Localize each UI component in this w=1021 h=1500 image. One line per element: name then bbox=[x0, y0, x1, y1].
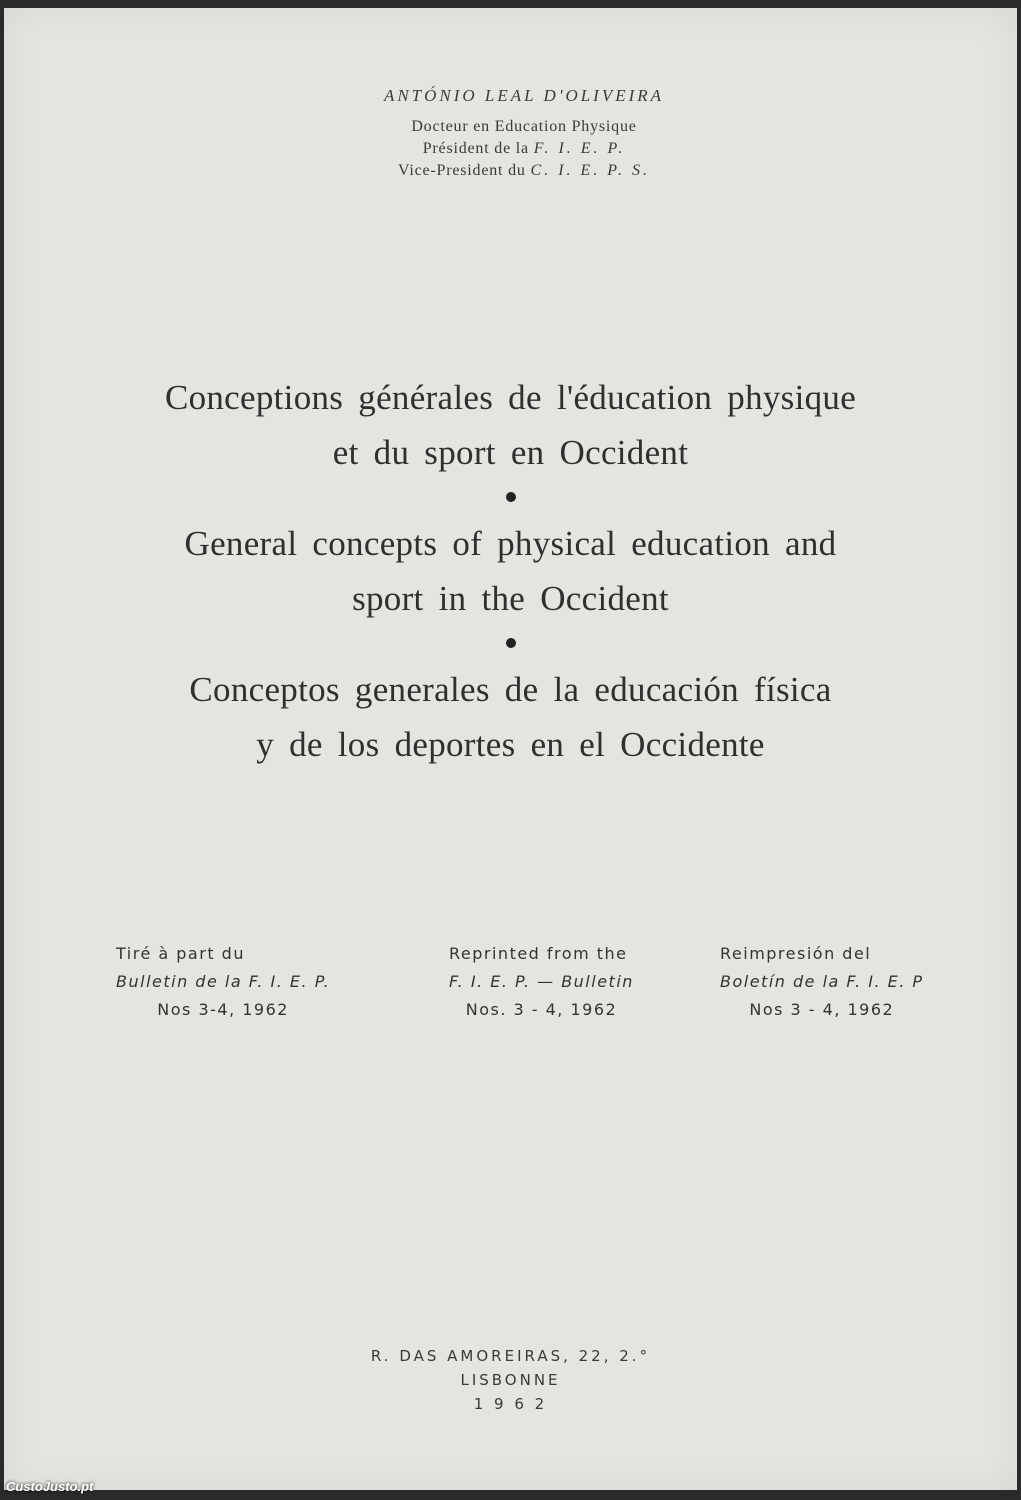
publisher-address bbox=[4, 1344, 1017, 1416]
author-title-cieps bbox=[334, 160, 714, 182]
title-en-line1: General concepts of physical education and bbox=[184, 524, 837, 563]
address-city: LISBONNE bbox=[460, 1371, 561, 1389]
document-page bbox=[4, 8, 1017, 1490]
author-title-fiep-prefix: Président de la bbox=[422, 140, 529, 157]
author-block bbox=[334, 86, 714, 182]
reprint-en-line1: Reprinted from the bbox=[449, 944, 628, 963]
reprint-fr-line3: Nos 3-4, 1962 bbox=[157, 1000, 289, 1019]
title-es-line1: Conceptos generales de la educación física bbox=[189, 670, 832, 709]
title-fr-line1: Conceptions générales de l'éducation physique bbox=[164, 378, 857, 417]
address-year: 1 9 6 2 bbox=[473, 1395, 548, 1413]
reprint-es-line1: Reimpresión del bbox=[720, 944, 872, 963]
reprint-en-line2: F. I. E. P. — Bulletin bbox=[449, 972, 634, 991]
address-street: R. DAS AMOREIRAS, 22, 2.° bbox=[370, 1347, 651, 1365]
title-en-line2: sport in the Occident bbox=[352, 579, 669, 618]
reprint-es-line3: Nos 3 - 4, 1962 bbox=[749, 1000, 895, 1019]
reprint-fr-line1: Tiré à part du bbox=[116, 944, 245, 963]
reprint-es bbox=[720, 940, 924, 1024]
bullet-separator bbox=[506, 492, 516, 502]
watermark-logo: CustoJusto.pt bbox=[6, 1479, 94, 1494]
author-title-fiep bbox=[334, 138, 714, 160]
reprint-es-line2: Boletín de la F. I. E. P bbox=[720, 972, 924, 991]
title-fr-line2: et du sport en Occident bbox=[332, 433, 689, 472]
title-block bbox=[4, 370, 1017, 772]
author-title-cieps-prefix: Vice-President du bbox=[397, 162, 526, 179]
title-es-line2: y de los deportes en el Occidente bbox=[256, 725, 765, 764]
reprint-fr-line2: Bulletin de la F. I. E. P. bbox=[116, 972, 331, 991]
reprint-fr bbox=[116, 940, 330, 1024]
bullet-separator bbox=[506, 638, 516, 648]
author-title-fiep-org: F. I. E. P. bbox=[533, 140, 626, 157]
reprint-en-line3: Nos. 3 - 4, 1962 bbox=[465, 1000, 618, 1019]
author-title-cieps-org: C. I. E. P. S. bbox=[530, 162, 650, 179]
reprint-en bbox=[449, 940, 634, 1024]
author-degree: Docteur en Education Physique bbox=[411, 118, 637, 135]
author-name: ANTÓNIO LEAL D'OLIVEIRA bbox=[383, 86, 665, 105]
